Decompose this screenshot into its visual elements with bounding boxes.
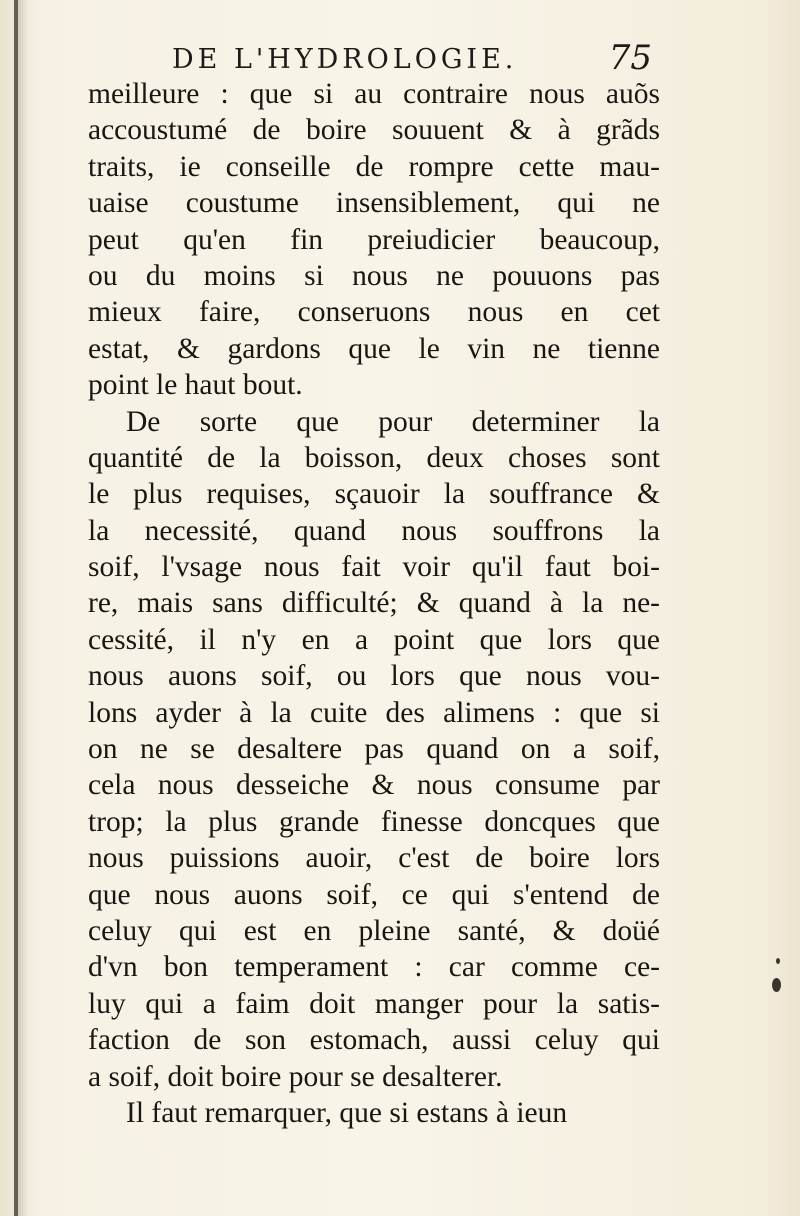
text-line: traits, ie conseille de rompre cette mau-: [88, 150, 660, 183]
binding-shadow: [18, 0, 28, 1216]
text-line: lons ayder à la cuite des alimens : que si: [88, 696, 660, 729]
running-head: DE L'HYDROLOGIE.: [172, 44, 518, 75]
text-line: a soif, doit boire pour se desalterer.: [88, 1060, 503, 1093]
text-line: que nous auons soif, ce qui s'entend de: [88, 878, 660, 911]
text-line: la necessité, quand nous souffrons la: [88, 514, 660, 547]
ink-speck: [772, 978, 781, 992]
text-line: estat, & gardons que le vin ne tienne: [88, 332, 660, 365]
text-line: mieux faire, conseruons nous en cet: [88, 296, 660, 329]
text-line: on ne se desaltere pas quand on a soif,: [88, 733, 660, 766]
text-line: ou du moins si nous ne pouuons pas: [88, 259, 660, 292]
text-line: le plus requises, sçauoir la souffrance &: [88, 478, 660, 511]
text-line: accoustumé de boire souuent & à grãds: [88, 114, 660, 147]
text-line: point le haut bout.: [88, 369, 303, 402]
text-line: nous puissions auoir, c'est de boire lors: [88, 842, 660, 875]
text-line: cessité, il n'y en a point que lors que: [88, 623, 660, 656]
text-line: re, mais sans difficulté; & quand à la ne-: [88, 587, 660, 620]
page-number: 75: [608, 38, 652, 78]
text-line: soif, l'vsage nous fait voir qu'il faut boi-: [88, 551, 660, 584]
text-line: quantité de la boisson, deux choses sont: [88, 441, 660, 474]
text-line: uaise coustume insensiblement, qui ne: [88, 187, 660, 220]
text-line: nous auons soif, ou lors que nous vou-: [88, 660, 660, 693]
text-line: luy qui a faim doit manger pour la satis-: [88, 987, 660, 1020]
text-line: peut qu'en fin preiudicier beaucoup,: [88, 223, 660, 256]
text-line: trop; la plus grande finesse doncques que: [88, 805, 660, 838]
text-line: cela nous desseiche & nous consume par: [88, 769, 660, 802]
ink-speck: [776, 958, 780, 964]
text-line: celuy qui est en pleine santé, & doüé: [88, 914, 660, 947]
text-line: meilleure : que si au contraire nous auõs: [88, 78, 660, 110]
text-line: faction de son estomach, aussi celuy qui: [88, 1024, 660, 1057]
paragraph-start-line: Il faut remarquer, que si estans à ieun: [126, 1096, 568, 1129]
body-text: [88, 76, 660, 1131]
paragraph-start-line: De sorte que pour determiner la: [126, 405, 660, 438]
text-line: d'vn bon temperament : car comme ce-: [88, 951, 660, 984]
